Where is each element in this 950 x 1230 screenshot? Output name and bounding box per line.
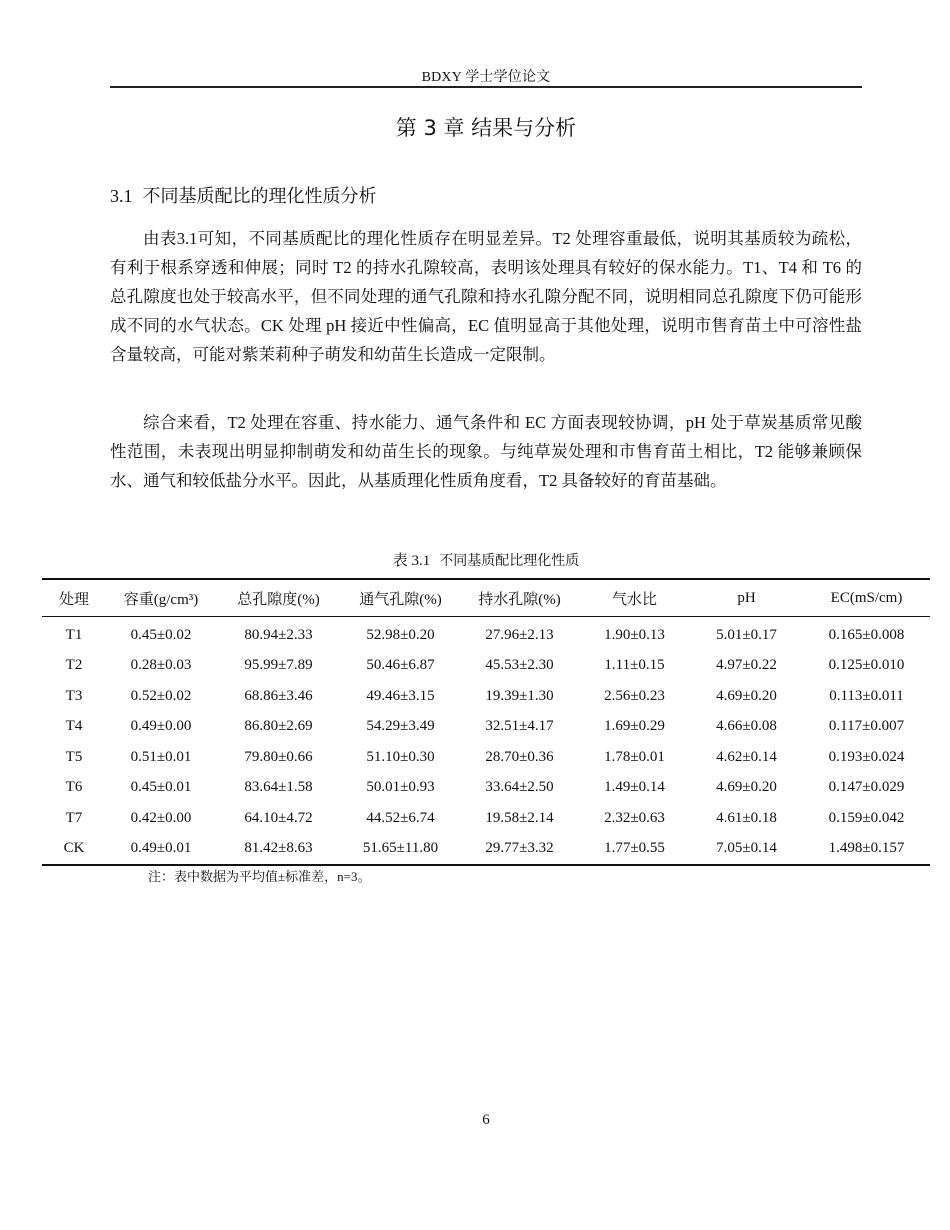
table-cell: 1.77±0.55 [604, 840, 665, 857]
table-cell: 0.42±0.00 [130, 809, 192, 826]
header-rule [110, 86, 862, 88]
table-cell: 0.193±0.024 [828, 748, 905, 765]
table-cell: 19.58±2.14 [485, 809, 554, 826]
table-cell: T6 [65, 779, 83, 796]
table-cell: 32.51±4.17 [485, 718, 554, 735]
table-header-row [42, 579, 930, 617]
table-cell: 4.69±0.20 [716, 687, 777, 704]
table-cell: 0.147±0.029 [828, 779, 905, 796]
table-row [42, 834, 930, 866]
table-cell: 68.86±3.46 [244, 687, 313, 704]
section-number: 3.1 [110, 186, 133, 206]
table-cell: 54.29±3.49 [366, 718, 435, 735]
table-cell: 0.52±0.02 [130, 687, 192, 704]
table-cell: 5.01±0.17 [716, 626, 777, 643]
table-cell: 0.125±0.010 [828, 657, 905, 674]
table-cell: 0.45±0.02 [130, 626, 192, 643]
table-cell: 81.42±8.63 [244, 840, 313, 857]
table-cell: 4.61±0.18 [716, 809, 777, 826]
table-cell: 0.113±0.011 [829, 687, 904, 704]
table-row [42, 742, 930, 773]
running-header: BDXY 学士学位论文 [421, 70, 551, 85]
table-cell: 29.77±3.32 [485, 840, 554, 857]
table-cell: 0.28±0.03 [130, 657, 192, 674]
column-header: 总孔隙度(%) [237, 591, 320, 608]
section-title-text: 不同基质配比的理化性质分析 [142, 186, 377, 207]
page-number: 6 [482, 1112, 490, 1128]
table-row [42, 617, 930, 651]
table-cell: 19.39±1.30 [485, 687, 554, 704]
chapter-title: 第 3 章 结果与分析 [395, 116, 577, 140]
table-cell: 50.46±6.87 [366, 657, 435, 674]
table-caption-text: 不同基质配比理化性质 [439, 553, 580, 569]
table-caption [40, 549, 932, 570]
table-cell: T1 [65, 626, 83, 643]
table-cell: T4 [65, 718, 83, 735]
table-cell: 44.52±6.74 [366, 809, 435, 826]
table-row [42, 803, 930, 834]
table-cell: T7 [65, 809, 83, 826]
table-cell: 2.32±0.63 [604, 809, 665, 826]
table-cell: 83.64±1.58 [244, 779, 313, 796]
column-header: 处理 [58, 591, 89, 608]
table-caption-number: 表 3.1 [392, 553, 431, 569]
paragraph-2: 综合来看，T2 处理在容重、持水能力、通气条件和 EC 方面表现较协调，pH 处于草炭基质常见酸性范围，未表现出明显抑制萌发和幼苗生长的现象。与纯草炭处理和市售育苗土相比，T2 能够兼顾保水、通气和较低盐分水平。因此，从基质理化性质角度看，T2 具备较好的育苗基础。 [110, 413, 862, 490]
table-cell: 28.70±0.36 [485, 748, 554, 765]
table-cell: 1.11±0.15 [604, 657, 665, 674]
table-cell: 0.159±0.042 [828, 809, 905, 826]
column-header: EC(mS/cm) [830, 589, 903, 606]
properties-table [42, 578, 930, 866]
column-header: 气水比 [611, 591, 657, 608]
table-cell: 50.01±0.93 [366, 779, 435, 796]
table-cell: 1.90±0.13 [604, 626, 665, 643]
table-cell: 51.10±0.30 [366, 748, 435, 765]
table-cell: 33.64±2.50 [485, 779, 554, 796]
table-cell: 1.78±0.01 [604, 748, 665, 765]
table-cell: 0.51±0.01 [130, 748, 192, 765]
table-cell: 1.49±0.14 [604, 779, 665, 796]
table-row [42, 681, 930, 712]
table-cell: 27.96±2.13 [485, 626, 554, 643]
table-cell: 95.99±7.89 [244, 657, 313, 674]
table-cell: 0.49±0.00 [130, 718, 192, 735]
table-cell: 0.49±0.01 [130, 840, 192, 857]
table-note: 注：表中数据为平均值±标准差，n=3。 [148, 869, 371, 884]
column-header: 容重(g/cm³) [123, 591, 199, 608]
table-cell: CK [63, 840, 85, 857]
table-cell: 4.62±0.14 [716, 748, 777, 765]
table-cell: 2.56±0.23 [604, 687, 665, 704]
table-cell: 0.45±0.01 [130, 779, 192, 796]
table-row [42, 773, 930, 804]
table-cell: 79.80±0.66 [244, 748, 313, 765]
table-cell: T3 [65, 687, 83, 704]
table-cell: 7.05±0.14 [716, 840, 777, 857]
table-cell: 51.65±11.80 [362, 840, 439, 857]
table-cell: 4.69±0.20 [716, 779, 777, 796]
table-cell: 49.46±3.15 [366, 687, 435, 704]
column-header: 持水孔隙(%) [478, 591, 561, 608]
table-row [42, 712, 930, 743]
table-row [42, 651, 930, 682]
table-cell: 1.498±0.157 [828, 840, 905, 857]
table-cell: 4.97±0.22 [716, 657, 777, 674]
column-header: pH [737, 589, 756, 606]
table-cell: 45.53±2.30 [485, 657, 554, 674]
table-cell: 52.98±0.20 [366, 626, 435, 643]
table-cell: 80.94±2.33 [244, 626, 313, 643]
table-cell: 4.66±0.08 [716, 718, 777, 735]
section-title [110, 182, 377, 208]
table-cell: 0.117±0.007 [828, 718, 905, 735]
table-cell: 64.10±4.72 [244, 809, 313, 826]
column-header: 通气孔隙(%) [359, 591, 442, 608]
table-cell: 86.80±2.69 [244, 718, 313, 735]
table-cell: 1.69±0.29 [604, 718, 665, 735]
table-cell: 0.165±0.008 [828, 626, 905, 643]
table-cell: T5 [65, 748, 83, 765]
table-cell: T2 [65, 657, 83, 674]
paragraph-1: 由表3.1可知，不同基质配比的理化性质存在明显差异。T2 处理容重最低，说明其基质较为疏松，有利于根系穿透和伸展；同时 T2 的持水孔隙较高，表明该处理具有较好的保水能力。T1、T4 和 T6 的总孔隙度也处于较高水平，但不同处理的通气孔隙和持水孔隙分配不同，说明相同总孔隙度下仍可能形成不同的水气状态。CK 处理 pH 接近中性偏高，EC 值明显高于其他处理，说明市售育苗土中可溶性盐含量较高，可能对紫茉莉种子萌发和幼苗生长造成一定限制。 [110, 229, 862, 364]
